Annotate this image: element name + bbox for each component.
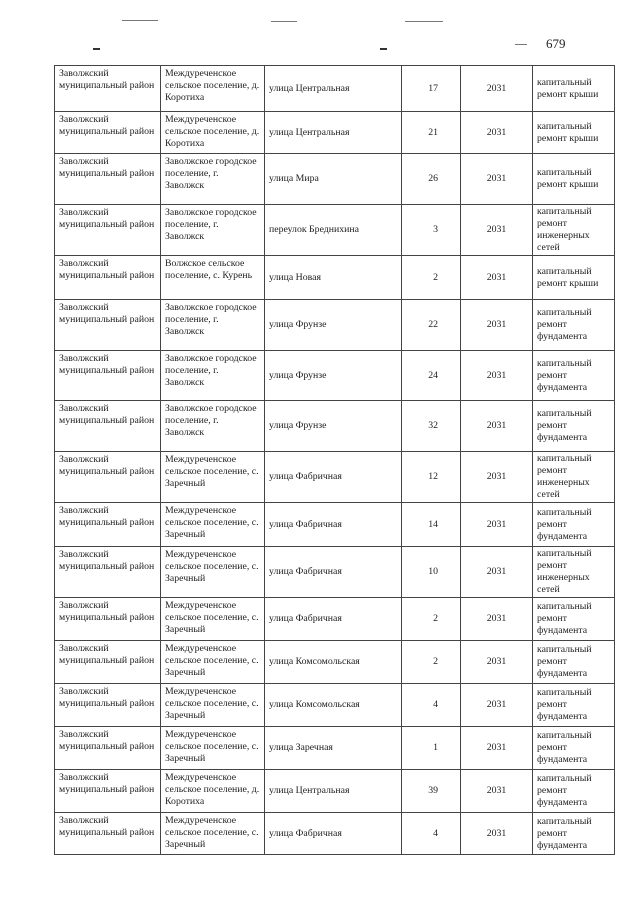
table-row (55, 770, 615, 813)
year-cell: 2031 (461, 300, 533, 351)
table-row (55, 503, 615, 547)
scan-mark-line (405, 21, 443, 22)
table-row (55, 452, 615, 503)
street-cell: переулок Бреднихина (265, 205, 402, 256)
district-cell: Заволжский муниципальный район (55, 256, 161, 300)
street-cell: улица Новая (265, 256, 402, 300)
repair-type-cell: капитальный ремонт фундамента (533, 598, 615, 641)
house-number-cell: 22 (402, 300, 461, 351)
house-number-cell: 17 (402, 66, 461, 112)
house-number-cell: 2 (402, 641, 461, 684)
year-cell: 2031 (461, 503, 533, 547)
year-cell: 2031 (461, 351, 533, 401)
housing-repair-table (54, 65, 615, 855)
settlement-cell: Заволжское городское поселение, г. Заволжск (161, 351, 265, 401)
table-row (55, 401, 615, 452)
street-cell: улица Фабричная (265, 452, 402, 503)
year-cell: 2031 (461, 813, 533, 855)
table-row (55, 641, 615, 684)
district-cell: Заволжский муниципальный район (55, 547, 161, 598)
table-row (55, 351, 615, 401)
repair-type-cell: капитальный ремонт фундамента (533, 351, 615, 401)
repair-type-cell: капитальный ремонт фундамента (533, 770, 615, 813)
district-cell: Заволжский муниципальный район (55, 452, 161, 503)
street-cell: улица Фрунзе (265, 300, 402, 351)
house-number-cell: 4 (402, 813, 461, 855)
repair-type-cell: капитальный ремонт фундамента (533, 727, 615, 770)
street-cell: улица Мира (265, 154, 402, 205)
street-cell: улица Фабричная (265, 547, 402, 598)
scan-mark-line (122, 20, 158, 21)
table-row (55, 66, 615, 112)
year-cell: 2031 (461, 154, 533, 205)
settlement-cell: Междуреченское сельское поселение, с. Заречный (161, 452, 265, 503)
scan-mark-line (380, 48, 387, 50)
street-cell: улица Фрунзе (265, 401, 402, 452)
year-cell: 2031 (461, 641, 533, 684)
district-cell: Заволжский муниципальный район (55, 351, 161, 401)
repair-type-cell: капитальный ремонт крыши (533, 256, 615, 300)
district-cell: Заволжский муниципальный район (55, 66, 161, 112)
table-row (55, 112, 615, 154)
settlement-cell: Междуреченское сельское поселение, с. Заречный (161, 727, 265, 770)
house-number-cell: 26 (402, 154, 461, 205)
repair-type-cell: капитальный ремонт крыши (533, 154, 615, 205)
repair-type-cell: капитальный ремонт фундамента (533, 641, 615, 684)
settlement-cell: Заволжское городское поселение, г. Заволжск (161, 154, 265, 205)
street-cell: улица Центральная (265, 66, 402, 112)
district-cell: Заволжский муниципальный район (55, 641, 161, 684)
year-cell: 2031 (461, 770, 533, 813)
table-row (55, 205, 615, 256)
year-cell: 2031 (461, 256, 533, 300)
scan-mark-line (271, 21, 297, 22)
street-cell: улица Центральная (265, 770, 402, 813)
settlement-cell: Междуреченское сельское поселение, д. Коротиха (161, 770, 265, 813)
page-number: 679 (546, 36, 566, 51)
house-number-cell: 14 (402, 503, 461, 547)
scan-mark-line (93, 48, 100, 50)
street-cell: улица Комсомольская (265, 684, 402, 727)
year-cell: 2031 (461, 727, 533, 770)
street-cell: улица Заречная (265, 727, 402, 770)
repair-type-cell: капитальный ремонт фундамента (533, 813, 615, 855)
district-cell: Заволжский муниципальный район (55, 598, 161, 641)
district-cell: Заволжский муниципальный район (55, 112, 161, 154)
year-cell: 2031 (461, 547, 533, 598)
scan-mark-line (515, 44, 527, 45)
settlement-cell: Междуреченское сельское поселение, с. Заречный (161, 503, 265, 547)
district-cell: Заволжский муниципальный район (55, 154, 161, 205)
district-cell: Заволжский муниципальный район (55, 401, 161, 452)
settlement-cell: Волжское сельское поселение, с. Курень (161, 256, 265, 300)
settlement-cell: Междуреченское сельское поселение, с. Заречный (161, 598, 265, 641)
year-cell: 2031 (461, 112, 533, 154)
repair-type-cell: капитальный ремонт инженерных сетей (533, 452, 615, 503)
house-number-cell: 10 (402, 547, 461, 598)
year-cell: 2031 (461, 684, 533, 727)
repair-type-cell: капитальный ремонт фундамента (533, 401, 615, 452)
street-cell: улица Центральная (265, 112, 402, 154)
street-cell: улица Комсомольская (265, 641, 402, 684)
year-cell: 2031 (461, 598, 533, 641)
district-cell: Заволжский муниципальный район (55, 300, 161, 351)
house-number-cell: 32 (402, 401, 461, 452)
repair-type-cell: капитальный ремонт крыши (533, 66, 615, 112)
district-cell: Заволжский муниципальный район (55, 770, 161, 813)
district-cell: Заволжский муниципальный район (55, 727, 161, 770)
table-row (55, 154, 615, 205)
settlement-cell: Междуреченское сельское поселение, д. Коротиха (161, 66, 265, 112)
house-number-cell: 4 (402, 684, 461, 727)
district-cell: Заволжский муниципальный район (55, 684, 161, 727)
year-cell: 2031 (461, 401, 533, 452)
house-number-cell: 3 (402, 205, 461, 256)
year-cell: 2031 (461, 452, 533, 503)
house-number-cell: 24 (402, 351, 461, 401)
house-number-cell: 2 (402, 256, 461, 300)
settlement-cell: Заволжское городское поселение, г. Заволжск (161, 401, 265, 452)
settlement-cell: Заволжское городское поселение, г. Заволжск (161, 205, 265, 256)
settlement-cell: Междуреченское сельское поселение, д. Коротиха (161, 112, 265, 154)
repair-type-cell: капитальный ремонт фундамента (533, 300, 615, 351)
street-cell: улица Фрунзе (265, 351, 402, 401)
district-cell: Заволжский муниципальный район (55, 205, 161, 256)
house-number-cell: 12 (402, 452, 461, 503)
table-row (55, 598, 615, 641)
house-number-cell: 21 (402, 112, 461, 154)
table-row (55, 547, 615, 598)
table-row (55, 727, 615, 770)
house-number-cell: 2 (402, 598, 461, 641)
street-cell: улица Фабричная (265, 813, 402, 855)
year-cell: 2031 (461, 205, 533, 256)
year-cell: 2031 (461, 66, 533, 112)
table-row (55, 684, 615, 727)
settlement-cell: Междуреченское сельское поселение, с. Заречный (161, 684, 265, 727)
repair-type-cell: капитальный ремонт фундамента (533, 684, 615, 727)
house-number-cell: 1 (402, 727, 461, 770)
district-cell: Заволжский муниципальный район (55, 503, 161, 547)
table-row (55, 300, 615, 351)
repair-type-cell: капитальный ремонт инженерных сетей (533, 547, 615, 598)
street-cell: улица Фабричная (265, 503, 402, 547)
settlement-cell: Междуреченское сельское поселение, с. Заречный (161, 547, 265, 598)
repair-type-cell: капитальный ремонт фундамента (533, 503, 615, 547)
settlement-cell: Междуреченское сельское поселение, с. Заречный (161, 813, 265, 855)
settlement-cell: Междуреченское сельское поселение, с. Заречный (161, 641, 265, 684)
repair-type-cell: капитальный ремонт инженерных сетей (533, 205, 615, 256)
table-row (55, 256, 615, 300)
repair-type-cell: капитальный ремонт крыши (533, 112, 615, 154)
district-cell: Заволжский муниципальный район (55, 813, 161, 855)
settlement-cell: Заволжское городское поселение, г. Заволжск (161, 300, 265, 351)
street-cell: улица Фабричная (265, 598, 402, 641)
house-number-cell: 39 (402, 770, 461, 813)
table-row (55, 813, 615, 855)
